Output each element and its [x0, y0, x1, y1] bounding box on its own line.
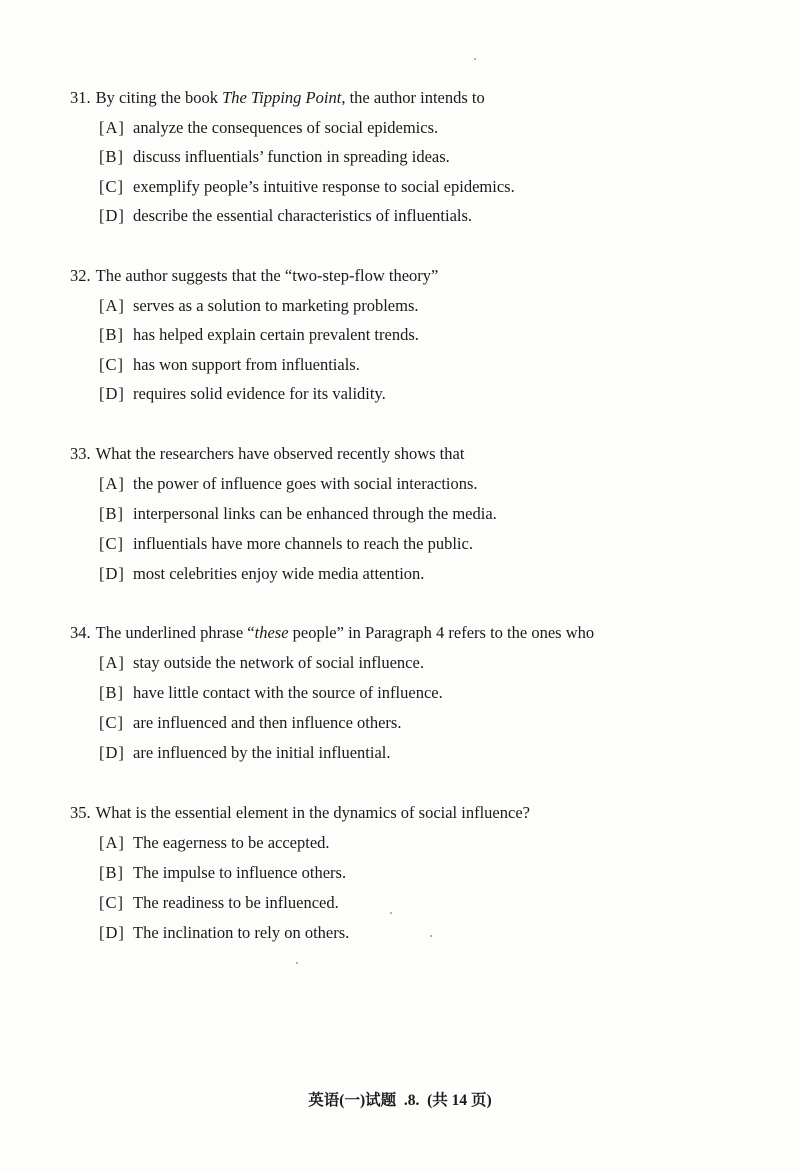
option-text: has helped explain certain prevalent trends.	[133, 325, 419, 344]
option-b	[99, 504, 497, 524]
option-letter: [C]	[99, 713, 124, 732]
option-text: describe the essential characteristics of influentials.	[133, 206, 473, 225]
option-c	[99, 534, 473, 554]
option-d	[99, 923, 349, 943]
option-letter: [D]	[99, 564, 125, 583]
question-number: 34.	[70, 623, 91, 642]
option-text: exemplify people’s intuitive response to social epidemics.	[133, 177, 515, 196]
option-letter: [C]	[99, 534, 124, 553]
option-a	[99, 118, 438, 138]
question-number: 31.	[70, 88, 91, 107]
option-letter: [B]	[99, 147, 124, 166]
option-text: requires solid evidence for its validity.	[133, 384, 386, 403]
option-text: serves as a solution to marketing problems.	[133, 296, 419, 315]
underlined-word: these	[254, 623, 289, 642]
question-stem	[70, 623, 594, 643]
question-stem	[70, 266, 438, 286]
option-text: analyze the consequences of social epidemics.	[133, 118, 439, 137]
question-stem	[70, 803, 530, 823]
stem-text: , the author intends to	[341, 88, 485, 107]
option-a	[99, 296, 419, 316]
option-b	[99, 683, 443, 703]
scan-speck	[390, 912, 392, 914]
option-a	[99, 833, 330, 853]
option-letter: [D]	[99, 743, 125, 762]
option-text: most celebrities enjoy wide media attention.	[133, 564, 425, 583]
option-text: influentials have more channels to reach the public.	[133, 534, 473, 553]
stem-text: people” in Paragraph 4 refers to the ones who	[288, 623, 595, 642]
option-letter: [B]	[99, 683, 124, 702]
stem-text: What is the essential element in the dynamics of social influence?	[95, 803, 530, 822]
stem-text: What the researchers have observed recently shows that	[95, 444, 465, 463]
scan-speck	[430, 935, 432, 937]
question-stem	[70, 444, 464, 464]
option-letter: [B]	[99, 863, 124, 882]
option-text: are influenced by the initial influential.	[133, 743, 391, 762]
question-stem	[70, 88, 485, 108]
option-text: has won support from influentials.	[133, 355, 360, 374]
option-text: discuss influentials’ function in spreading ideas.	[133, 147, 450, 166]
option-text: The inclination to rely on others.	[133, 923, 350, 942]
option-b	[99, 325, 419, 345]
option-c	[99, 355, 360, 375]
option-letter: [A]	[99, 474, 125, 493]
option-text: The eagerness to be accepted.	[133, 833, 330, 852]
book-title: The Tipping Point	[222, 88, 342, 107]
option-d	[99, 384, 386, 404]
option-text: the power of influence goes with social interactions.	[133, 474, 478, 493]
stem-text: By citing the book	[95, 88, 223, 107]
stem-text: The author suggests that the “two-step-flow theory”	[95, 266, 439, 285]
option-a	[99, 474, 478, 494]
option-text: The readiness to be influenced.	[133, 893, 339, 912]
option-letter: [C]	[99, 355, 124, 374]
option-d	[99, 564, 424, 584]
scan-speck	[296, 962, 298, 964]
option-letter: [C]	[99, 893, 124, 912]
page-footer: 英语(一)试题 .8. (共 14 页)	[308, 1092, 492, 1109]
option-b	[99, 863, 346, 883]
option-d	[99, 206, 472, 226]
option-letter: [A]	[99, 653, 125, 672]
option-letter: [B]	[99, 504, 124, 523]
question-number: 32.	[70, 266, 91, 285]
option-c	[99, 893, 339, 913]
option-letter: [C]	[99, 177, 124, 196]
question-number: 35.	[70, 803, 91, 822]
option-a	[99, 653, 424, 673]
question-number: 33.	[70, 444, 91, 463]
option-letter: [D]	[99, 206, 125, 225]
option-text: are influenced and then influence others.	[133, 713, 402, 732]
option-letter: [A]	[99, 296, 125, 315]
option-letter: [D]	[99, 923, 125, 942]
option-text: stay outside the network of social influence.	[133, 653, 424, 672]
option-letter: [A]	[99, 833, 125, 852]
option-b	[99, 147, 450, 167]
option-text: The impulse to influence others.	[133, 863, 347, 882]
option-letter: [B]	[99, 325, 124, 344]
option-c	[99, 177, 515, 197]
option-text: have little contact with the source of influence.	[133, 683, 443, 702]
option-d	[99, 743, 391, 763]
stem-text: The underlined phrase “	[95, 623, 255, 642]
option-text: interpersonal links can be enhanced through the media.	[133, 504, 497, 523]
option-letter: [A]	[99, 118, 125, 137]
scan-speck	[474, 58, 476, 60]
option-letter: [D]	[99, 384, 125, 403]
option-c	[99, 713, 401, 733]
